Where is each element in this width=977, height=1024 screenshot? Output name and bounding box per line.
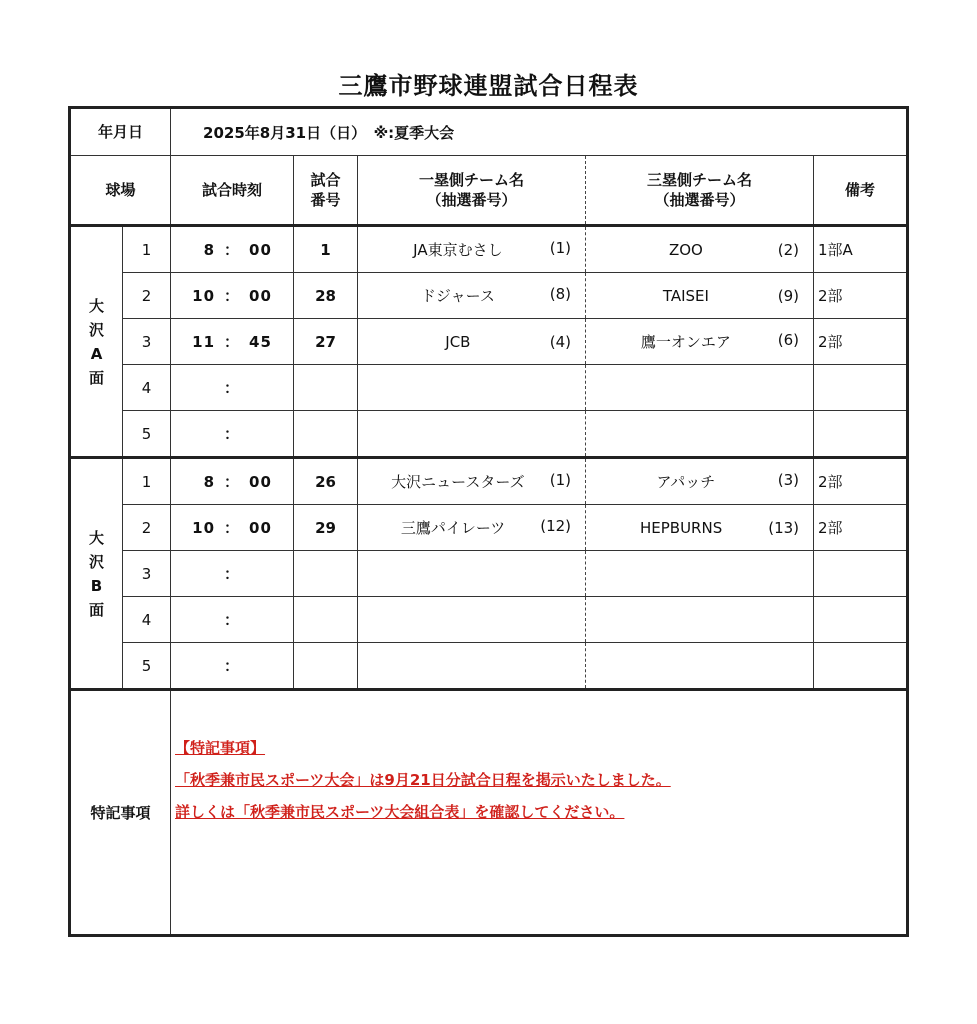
schedule-row bbox=[70, 365, 908, 411]
date-label: 年月日 bbox=[70, 108, 171, 156]
time-hour: 10 bbox=[192, 519, 216, 537]
notes-label: 特記事項 bbox=[70, 690, 171, 936]
game-number-header bbox=[294, 156, 358, 226]
game-time bbox=[171, 319, 294, 365]
third-base-draw-number: (6) bbox=[777, 331, 800, 349]
game-number bbox=[294, 597, 358, 643]
notes-body bbox=[171, 690, 908, 936]
third-base-header bbox=[586, 156, 814, 226]
schedule-row bbox=[70, 505, 908, 551]
venue-name-char: A bbox=[90, 344, 103, 363]
time-colon: ： bbox=[224, 333, 241, 351]
venue-name-char: 沢 bbox=[88, 320, 104, 339]
game-time bbox=[171, 411, 294, 458]
third-base-header-line1: 三塁側チーム名 bbox=[647, 171, 753, 189]
third-base-team bbox=[586, 551, 814, 597]
first-base-header-line1: 一塁側チーム名 bbox=[419, 171, 525, 189]
third-base-draw-number: (2) bbox=[777, 240, 800, 259]
date-row bbox=[70, 108, 908, 156]
venue-name bbox=[70, 226, 123, 458]
game-number bbox=[294, 551, 358, 597]
slot-number: 1 bbox=[123, 226, 171, 273]
game-number: 27 bbox=[294, 319, 358, 365]
third-base-team bbox=[586, 273, 814, 319]
slot-number: 4 bbox=[123, 365, 171, 411]
venue-name-char: 大 bbox=[88, 296, 104, 315]
remarks-cell: 2部 bbox=[814, 458, 908, 505]
venue-name-char: 沢 bbox=[88, 552, 104, 571]
notes-row bbox=[70, 690, 908, 936]
remarks-cell bbox=[814, 597, 908, 643]
game-time bbox=[171, 597, 294, 643]
game-time bbox=[171, 365, 294, 411]
venue-name-char: B bbox=[90, 576, 103, 595]
game-time bbox=[171, 226, 294, 273]
time-colon: ： bbox=[224, 379, 241, 397]
game-time bbox=[171, 458, 294, 505]
venue-name-char: 面 bbox=[88, 368, 104, 387]
remarks-cell bbox=[814, 365, 908, 411]
first-base-draw-number: (4) bbox=[549, 332, 572, 351]
third-base-team bbox=[586, 226, 814, 273]
first-base-team-name: 三鷹パイレーツ bbox=[400, 519, 506, 537]
time-colon: ： bbox=[224, 473, 241, 491]
first-base-team bbox=[358, 505, 586, 551]
venue-name-char: 面 bbox=[88, 600, 104, 619]
time-minute: 00 bbox=[249, 473, 272, 491]
first-base-team bbox=[358, 551, 586, 597]
slot-number: 5 bbox=[123, 411, 171, 458]
first-base-team bbox=[358, 319, 586, 365]
notes-line: 詳しくは「秋季兼市民スポーツ大会組合表」を確認してください。 bbox=[175, 803, 625, 821]
slot-number: 5 bbox=[123, 643, 171, 690]
first-base-team bbox=[358, 226, 586, 273]
time-minute: 00 bbox=[249, 287, 272, 305]
schedule-row bbox=[70, 411, 908, 458]
game-number: 29 bbox=[294, 505, 358, 551]
game-time bbox=[171, 273, 294, 319]
game-time bbox=[171, 505, 294, 551]
remarks-cell bbox=[814, 411, 908, 458]
game-number: 26 bbox=[294, 458, 358, 505]
game-time bbox=[171, 551, 294, 597]
schedule-row bbox=[70, 273, 908, 319]
time-colon: ： bbox=[224, 657, 241, 675]
remarks-cell: 2部 bbox=[814, 505, 908, 551]
third-base-draw-number: (13) bbox=[768, 518, 800, 537]
slot-number: 3 bbox=[123, 319, 171, 365]
third-base-team bbox=[586, 458, 814, 505]
notes-line: 「秋季兼市民スポーツ大会」は9月21日分試合日程を掲示いたしました。 bbox=[175, 771, 671, 789]
first-base-team bbox=[358, 597, 586, 643]
first-base-header-line2: （抽選番号） bbox=[426, 191, 517, 209]
third-base-team bbox=[586, 411, 814, 458]
first-base-draw-number: (1) bbox=[549, 239, 572, 257]
schedule-row bbox=[70, 597, 908, 643]
remarks-cell bbox=[814, 643, 908, 690]
slot-number: 1 bbox=[123, 458, 171, 505]
schedule-row bbox=[70, 458, 908, 505]
first-base-team-name: JA東京むさし bbox=[413, 241, 503, 259]
time-header: 試合時刻 bbox=[171, 156, 294, 226]
time-hour: 8 bbox=[203, 473, 216, 491]
time-colon: ： bbox=[224, 519, 241, 537]
first-base-team bbox=[358, 273, 586, 319]
time-colon: ： bbox=[224, 565, 241, 583]
third-base-team-name: 鷹一オンエア bbox=[640, 333, 731, 351]
first-base-draw-number: (12) bbox=[540, 517, 572, 535]
third-base-draw-number: (3) bbox=[777, 471, 800, 489]
venue-name-char: 大 bbox=[88, 528, 104, 547]
time-colon: ： bbox=[224, 241, 241, 259]
third-base-draw-number: (9) bbox=[777, 286, 800, 305]
slot-number: 2 bbox=[123, 273, 171, 319]
game-number bbox=[294, 365, 358, 411]
first-base-team-name: ドジャース bbox=[420, 287, 495, 305]
third-base-team-name: アパッチ bbox=[656, 473, 716, 491]
time-hour: 8 bbox=[203, 241, 216, 259]
remarks-cell bbox=[814, 551, 908, 597]
schedule-row bbox=[70, 226, 908, 273]
third-base-team bbox=[586, 597, 814, 643]
game-number-header-line1: 試合 bbox=[310, 171, 341, 189]
game-number-header-line2: 番号 bbox=[310, 191, 341, 209]
time-hour: 11 bbox=[192, 333, 216, 351]
remarks-cell: 1部A bbox=[814, 226, 908, 273]
third-base-team bbox=[586, 365, 814, 411]
venue-header: 球場 bbox=[70, 156, 171, 226]
time-colon: ： bbox=[224, 611, 241, 629]
date-value: 2025年8月31日（日） ※:夏季大会 bbox=[171, 108, 908, 156]
third-base-team bbox=[586, 319, 814, 365]
remarks-cell: 2部 bbox=[814, 319, 908, 365]
time-colon: ： bbox=[224, 425, 241, 443]
game-number bbox=[294, 643, 358, 690]
game-number bbox=[294, 411, 358, 458]
first-base-team bbox=[358, 458, 586, 505]
schedule-row bbox=[70, 643, 908, 690]
third-base-team-name: ZOO bbox=[668, 240, 703, 259]
time-minute: 00 bbox=[249, 241, 272, 259]
time-minute: 00 bbox=[249, 519, 272, 537]
time-minute: 45 bbox=[249, 333, 272, 351]
schedule-row bbox=[70, 551, 908, 597]
page-title: 三鷹市野球連盟試合日程表 bbox=[338, 72, 639, 100]
time-hour: 10 bbox=[192, 287, 216, 305]
slot-number: 2 bbox=[123, 505, 171, 551]
first-base-header bbox=[358, 156, 586, 226]
game-time bbox=[171, 643, 294, 690]
third-base-header-line2: （抽選番号） bbox=[654, 191, 745, 209]
first-base-team bbox=[358, 643, 586, 690]
slot-number: 3 bbox=[123, 551, 171, 597]
first-base-draw-number: (1) bbox=[549, 471, 572, 489]
game-number: 1 bbox=[294, 226, 358, 273]
first-base-team-name: 大沢ニュースターズ bbox=[391, 473, 525, 491]
third-base-team-name: HEPBURNS bbox=[639, 518, 723, 537]
remarks-header: 備考 bbox=[814, 156, 908, 226]
third-base-team bbox=[586, 643, 814, 690]
first-base-draw-number: (8) bbox=[549, 285, 572, 303]
notes-heading: 【特記事項】 bbox=[175, 739, 266, 757]
schedule-table bbox=[68, 106, 909, 937]
third-base-team bbox=[586, 505, 814, 551]
slot-number: 4 bbox=[123, 597, 171, 643]
game-number: 28 bbox=[294, 273, 358, 319]
schedule-row bbox=[70, 319, 908, 365]
venue-name bbox=[70, 458, 123, 690]
remarks-cell: 2部 bbox=[814, 273, 908, 319]
first-base-team bbox=[358, 365, 586, 411]
third-base-team-name: TAISEI bbox=[662, 286, 709, 305]
time-colon: ： bbox=[224, 287, 241, 305]
first-base-team-name: JCB bbox=[445, 332, 471, 351]
header-row bbox=[70, 156, 908, 226]
first-base-team bbox=[358, 411, 586, 458]
